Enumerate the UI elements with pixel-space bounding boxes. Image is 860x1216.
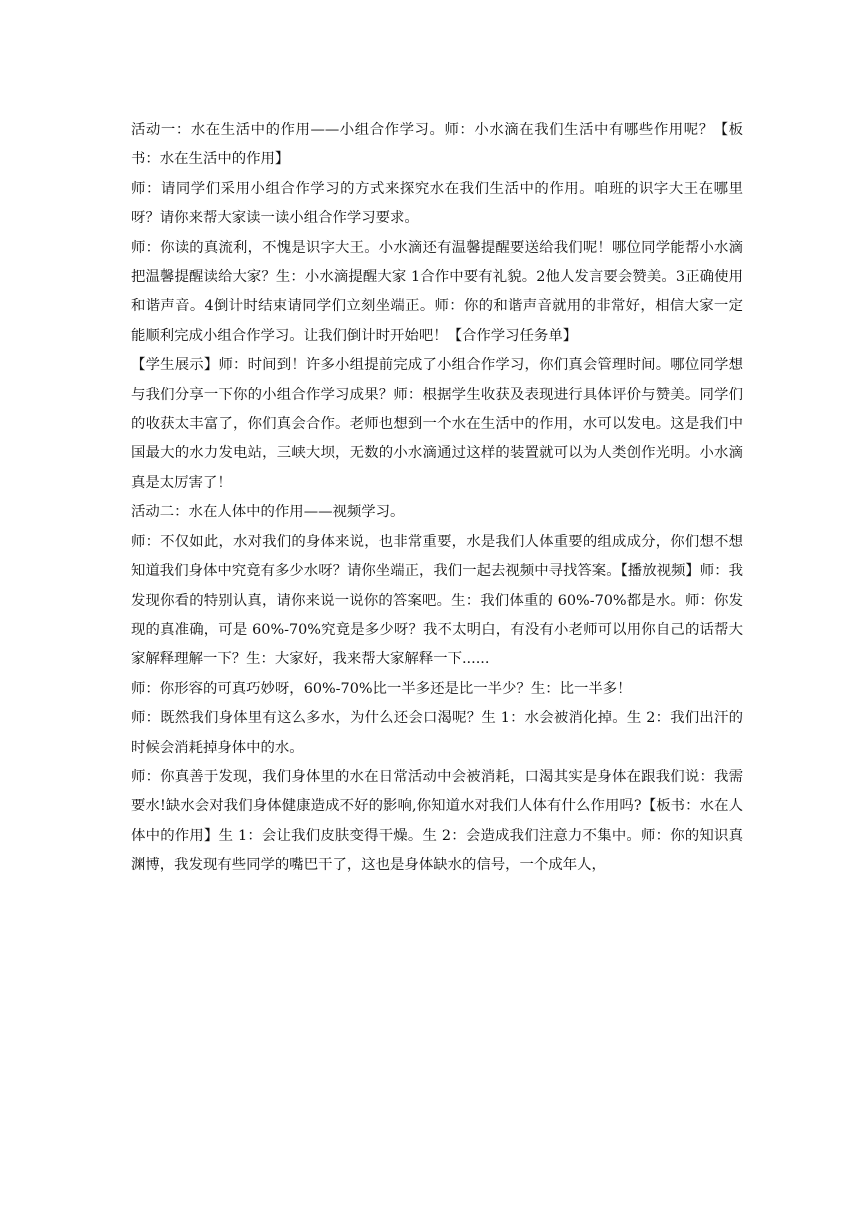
paragraph-activity-two: 活动二：水在人体中的作用——视频学习。 [131, 504, 405, 521]
paragraph-half: 师：你形容的可真巧妙呀，60%-70%比一半多还是比一半少？生：比一半多！ [131, 680, 632, 697]
document-body [131, 116, 743, 881]
paragraph-water-body: 师：你真善于发现，我们身体里的水在日常活动中会被消耗，口渴其实是身体在跟我们说：我需要水!缺水会对我们身体健康造成不好的影响,你知道水对我们人体有什么作用吗?【板书：水在人体中的作用】生 1：会让我们皮肤变得干燥。生 2：会造成我们注意力不集中。师：你的知识真渊博，我发现有些同学的嘴巴干了，这也是身体缺水的信号，一个成年人， [131, 768, 743, 874]
paragraph-thirst: 师：既然我们身体里有这么多水，为什么还会口渴呢？生 1：水会被消化掉。生 2：我们出汗的时候会消耗掉身体中的水。 [131, 710, 743, 756]
paragraph-activity-one: 活动一：水在生活中的作用——小组合作学习。师：小水滴在我们生活中有哪些作用呢？【板书：水在生活中的作用】 [131, 122, 743, 168]
paragraph-group-study: 师：请同学们采用小组合作学习的方式来探究水在我们生活中的作用。咱班的识字大王在哪里呀？请你来帮大家读一读小组合作学习要求。 [131, 180, 743, 227]
paragraph-reminder: 师：你读的真流利，不愧是识字大王。小水滴还有温馨提醒要送给我们呢！哪位同学能帮小水滴把温馨提醒读给大家？生：小水滴提醒大家 1合作中要有礼貌。2他人发言要会赞美。3正确使用和谐声音。4倒计时结束请同学们立刻坐端正。师：你的和谐声音就用的非常好，相信大家一定能顺利完成小组合作学习。让我们倒计时开始吧！【合作学习任务单】 [131, 239, 743, 344]
paragraph-student-show: 【学生展示】师：时间到！许多小组提前完成了小组合作学习，你们真会管理时间。哪位同学想与我们分享一下你的小组合作学习成果？师：根据学生收获及表现进行具体评价与赞美。同学们的收获太丰富了，你们真会合作。老师也想到一个水在生活中的作用，水可以发电。这是我们中国最大的水力发电站，三峡大坝，无数的小水滴通过这样的装置就可以为人类创作光明。小水滴真是太厉害了！ [131, 357, 743, 491]
paragraph-video: 师：不仅如此，水对我们的身体来说，也非常重要，水是我们人体重要的组成成分，你们想不想知道我们身体中究竟有多少水呀？请你坐端正，我们一起去视频中寻找答案。【播放视频】师：我发现你看的特别认真，请你来说一说你的答案吧。生：我们体重的 60%-70%都是水。师：你发现的真准确，可是 60%-70%究竟是多少呀？我不太明白，有没有小老师可以用你自己的话帮大家解释理解一下？生：大家好，我来帮大家解释一下...... [131, 533, 743, 668]
